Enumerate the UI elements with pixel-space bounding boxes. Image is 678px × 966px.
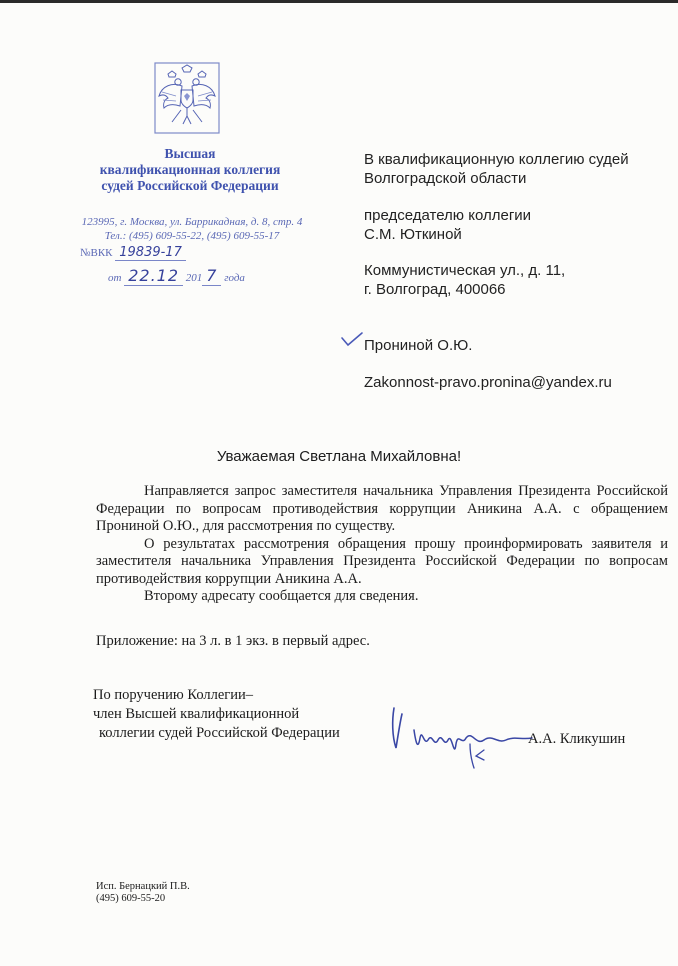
recipient-secondary-name: Прониной О.Ю.: [364, 337, 473, 354]
recipient-address-line-1: Коммунистическая ул., д. 11,: [364, 262, 566, 279]
signer-position-line-2: член Высшей квалификационной: [93, 706, 300, 722]
date-suffix: года: [224, 272, 245, 284]
handwritten-signature: [380, 700, 540, 772]
recipient-chair-line-2: С.М. Юткиной: [364, 226, 462, 243]
check-mark-icon: [340, 330, 364, 348]
executor-name: Исп. Бернацкий П.В.: [96, 881, 190, 892]
recipient-primary-line-1: В квалификационную коллегию судей: [364, 151, 629, 168]
recipient-secondary-email: Zakonnost-pravo.pronina@yandex.ru: [364, 374, 612, 391]
signer-name: А.А. Кликушин: [528, 731, 626, 747]
ref-prefix: №ВКК: [80, 247, 113, 259]
signer-position-line-1: По поручению Коллегии–: [93, 687, 254, 703]
org-line-2: квалификационная коллегия: [99, 162, 281, 177]
recipient-address-line-2: г. Волгоград, 400066: [364, 281, 506, 298]
organization-name: [60, 146, 320, 194]
org-address: 123995, г. Москва, ул. Баррикадная, д. 8, стр. 4: [81, 216, 303, 228]
body-paragraph-1: Направляется запрос заместителя начальника Управления Президента Российской Федерации по вопросам противодействия коррупции Аникина А.А. с обращением Прониной О.Ю., для рассмотрения по существу.: [96, 483, 668, 534]
date-handwritten: 22.12: [124, 266, 183, 286]
greeting: Уважаемая Светлана Михайловна!: [216, 448, 462, 465]
recipient-primary-line-2: Волгоградской области: [364, 170, 527, 187]
org-line-3: судей Российской Федерации: [101, 178, 279, 193]
russian-coat-of-arms-icon: [154, 62, 220, 134]
date-prefix: от: [108, 272, 122, 284]
letter-date: [108, 266, 245, 285]
date-year-prefix: 201: [185, 272, 203, 284]
executor-phone: (495) 609-55-20: [96, 893, 166, 904]
recipient-chair-line-1: председателю коллегии: [364, 207, 532, 224]
org-phone: Тел.: (495) 609-55-22, (495) 609-55-17: [104, 230, 280, 242]
body-paragraph-2: О результатах рассмотрения обращения прошу проинформировать заявителя и заместителя начальника Управления Президента Российской Федерации по вопросам противодействия коррупции Аникина А.А.: [96, 535, 668, 587]
signature-block: [93, 686, 340, 743]
reference-number: [80, 245, 186, 260]
date-year-handwritten: 7: [202, 266, 221, 286]
letter-body: [96, 483, 668, 606]
executor-info: [96, 881, 190, 905]
body-paragraph-3: Второму адресату сообщается для сведения.: [144, 588, 419, 604]
ref-number-handwritten: 19839-17: [115, 245, 186, 261]
attachment-note: Приложение: на 3 л. в 1 экз. в первый адрес.: [96, 633, 370, 649]
org-line-1: Высшая: [164, 146, 216, 161]
signer-position-line-3: коллегии судей Российской Федерации: [99, 725, 340, 741]
organization-contacts: [64, 215, 320, 243]
